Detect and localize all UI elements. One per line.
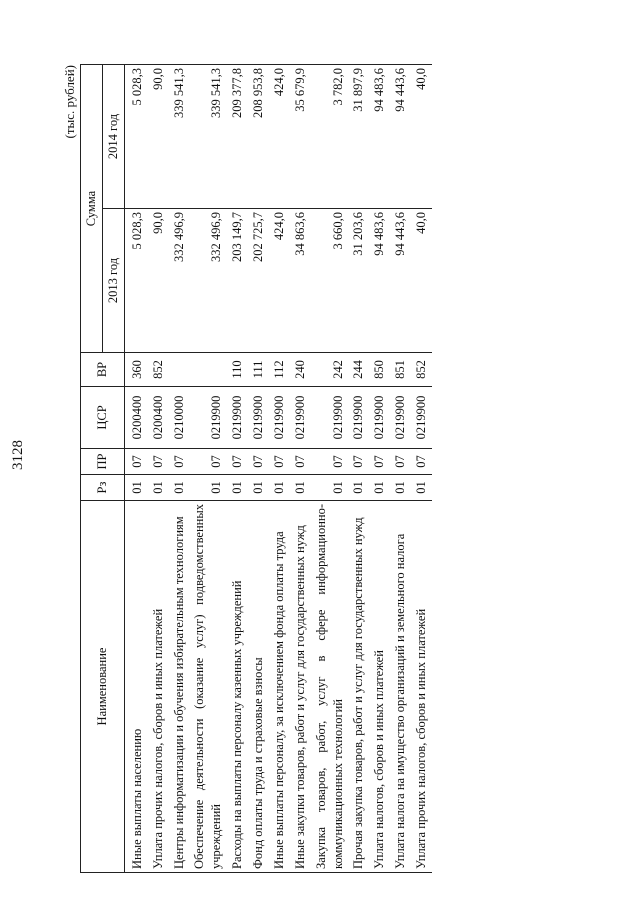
row-csr: 0219900 bbox=[311, 387, 349, 449]
row-rz: 01 bbox=[290, 475, 311, 501]
row-pr: 07 bbox=[248, 449, 269, 475]
row-pr: 07 bbox=[227, 449, 248, 475]
row-pr: 07 bbox=[124, 449, 147, 475]
row-rz: 01 bbox=[169, 475, 190, 501]
row-csr: 0219900 bbox=[369, 387, 390, 449]
row-csr: 0219900 bbox=[227, 387, 248, 449]
units-label: (тыс. рублей) bbox=[62, 65, 77, 139]
header-2014: 2014 год bbox=[102, 65, 124, 209]
row-csr: 0219900 bbox=[269, 387, 290, 449]
row-sum-2014: 209 377,8 bbox=[227, 65, 248, 209]
table-row bbox=[390, 65, 411, 873]
row-sum-2014: 424,0 bbox=[269, 65, 290, 209]
row-name: Иные выплаты персоналу, за исключением фонда оплаты труда bbox=[269, 501, 290, 873]
row-sum-2014: 90,0 bbox=[148, 65, 169, 209]
row-name: Уплата налога на имущество организаций и земельного налога bbox=[390, 501, 411, 873]
row-vr: 850 bbox=[369, 353, 390, 387]
row-vr: 112 bbox=[269, 353, 290, 387]
table-row bbox=[227, 65, 248, 873]
row-rz: 01 bbox=[227, 475, 248, 501]
row-csr: 0219900 bbox=[248, 387, 269, 449]
row-rz: 01 bbox=[248, 475, 269, 501]
row-pr: 07 bbox=[390, 449, 411, 475]
row-csr: 0200400 bbox=[148, 387, 169, 449]
row-vr: 240 bbox=[290, 353, 311, 387]
row-rz: 01 bbox=[390, 475, 411, 501]
table-row bbox=[189, 65, 227, 873]
row-sum-2014: 339 541,3 bbox=[189, 65, 227, 209]
row-sum-2014: 339 541,3 bbox=[169, 65, 190, 209]
row-rz: 01 bbox=[369, 475, 390, 501]
row-sum-2013: 202 725,7 bbox=[248, 209, 269, 353]
budget-table bbox=[80, 64, 432, 873]
row-csr: 0200400 bbox=[124, 387, 147, 449]
row-sum-2013: 40,0 bbox=[411, 209, 432, 353]
row-vr bbox=[169, 353, 190, 387]
header-vr: ВР bbox=[81, 353, 125, 387]
table-row bbox=[369, 65, 390, 873]
header-rz: Рз bbox=[81, 475, 125, 501]
table-row bbox=[411, 65, 432, 873]
row-sum-2013: 3 660,0 bbox=[311, 209, 349, 353]
row-sum-2014: 94 443,6 bbox=[390, 65, 411, 209]
row-sum-2013: 94 483,6 bbox=[369, 209, 390, 353]
row-rz: 01 bbox=[189, 475, 227, 501]
table-row bbox=[248, 65, 269, 873]
row-sum-2013: 31 203,6 bbox=[348, 209, 369, 353]
row-rz: 01 bbox=[148, 475, 169, 501]
row-name: Закупка товаров, работ, услуг в сфере информационно-коммуникационных технологий bbox=[311, 501, 349, 873]
row-csr: 0219900 bbox=[348, 387, 369, 449]
row-vr bbox=[189, 353, 227, 387]
row-csr: 0210000 bbox=[169, 387, 190, 449]
row-vr: 111 bbox=[248, 353, 269, 387]
row-csr: 0219900 bbox=[411, 387, 432, 449]
row-sum-2014: 35 679,9 bbox=[290, 65, 311, 209]
table-body bbox=[124, 65, 432, 873]
row-vr: 244 bbox=[348, 353, 369, 387]
table-row bbox=[148, 65, 169, 873]
table-row bbox=[348, 65, 369, 873]
row-sum-2013: 203 149,7 bbox=[227, 209, 248, 353]
header-sum: Сумма bbox=[81, 65, 103, 353]
row-name: Уплата прочих налогов, сборов и иных платежей bbox=[148, 501, 169, 873]
row-sum-2014: 94 483,6 bbox=[369, 65, 390, 209]
row-pr: 07 bbox=[411, 449, 432, 475]
row-vr: 851 bbox=[390, 353, 411, 387]
row-sum-2014: 40,0 bbox=[411, 65, 432, 209]
page-number: 3128 bbox=[10, 440, 26, 470]
row-vr: 110 bbox=[227, 353, 248, 387]
row-vr: 242 bbox=[311, 353, 349, 387]
header-2013: 2013 год bbox=[102, 209, 124, 353]
row-vr: 360 bbox=[124, 353, 147, 387]
row-name: Центры информатизации и обучения избирательным технологиям bbox=[169, 501, 190, 873]
row-name: Уплата налогов, сборов и иных платежей bbox=[369, 501, 390, 873]
row-rz: 01 bbox=[411, 475, 432, 501]
row-pr: 07 bbox=[348, 449, 369, 475]
row-pr: 07 bbox=[189, 449, 227, 475]
row-pr: 07 bbox=[311, 449, 349, 475]
row-sum-2014: 5 028,3 bbox=[124, 65, 147, 209]
row-pr: 07 bbox=[169, 449, 190, 475]
row-rz: 01 bbox=[269, 475, 290, 501]
row-vr: 852 bbox=[148, 353, 169, 387]
row-pr: 07 bbox=[148, 449, 169, 475]
header-name: Наименование bbox=[81, 501, 125, 873]
row-pr: 07 bbox=[290, 449, 311, 475]
header-csr: ЦСР bbox=[81, 387, 125, 449]
row-pr: 07 bbox=[369, 449, 390, 475]
row-pr: 07 bbox=[269, 449, 290, 475]
row-name: Иные закупки товаров, работ и услуг для государственных нужд bbox=[290, 501, 311, 873]
row-rz: 01 bbox=[348, 475, 369, 501]
row-name: Обеспечение деятельности (оказание услуг) подведомственных учреждений bbox=[189, 501, 227, 873]
header-row-1 bbox=[81, 65, 103, 873]
row-sum-2014: 3 782,0 bbox=[311, 65, 349, 209]
table-row bbox=[124, 65, 147, 873]
row-vr: 852 bbox=[411, 353, 432, 387]
row-name: Иные выплаты населению bbox=[124, 501, 147, 873]
table-row bbox=[290, 65, 311, 873]
row-sum-2013: 94 443,6 bbox=[390, 209, 411, 353]
table-row bbox=[311, 65, 349, 873]
row-rz: 01 bbox=[311, 475, 349, 501]
row-name: Уплата прочих налогов, сборов и иных платежей bbox=[411, 501, 432, 873]
row-rz: 01 bbox=[124, 475, 147, 501]
row-name: Фонд оплаты труда и страховые взносы bbox=[248, 501, 269, 873]
table-row bbox=[269, 65, 290, 873]
row-sum-2013: 332 496,9 bbox=[189, 209, 227, 353]
row-sum-2013: 90,0 bbox=[148, 209, 169, 353]
row-name: Прочая закупка товаров, работ и услуг для государственных нужд bbox=[348, 501, 369, 873]
row-sum-2014: 208 953,8 bbox=[248, 65, 269, 209]
row-sum-2013: 332 496,9 bbox=[169, 209, 190, 353]
row-csr: 0219900 bbox=[189, 387, 227, 449]
row-csr: 0219900 bbox=[390, 387, 411, 449]
row-sum-2013: 34 863,6 bbox=[290, 209, 311, 353]
row-sum-2014: 31 897,9 bbox=[348, 65, 369, 209]
table-row bbox=[169, 65, 190, 873]
row-sum-2013: 5 028,3 bbox=[124, 209, 147, 353]
row-csr: 0219900 bbox=[290, 387, 311, 449]
row-name: Расходы на выплаты персоналу казенных учреждений bbox=[227, 501, 248, 873]
row-sum-2013: 424,0 bbox=[269, 209, 290, 353]
header-pr: ПР bbox=[81, 449, 125, 475]
